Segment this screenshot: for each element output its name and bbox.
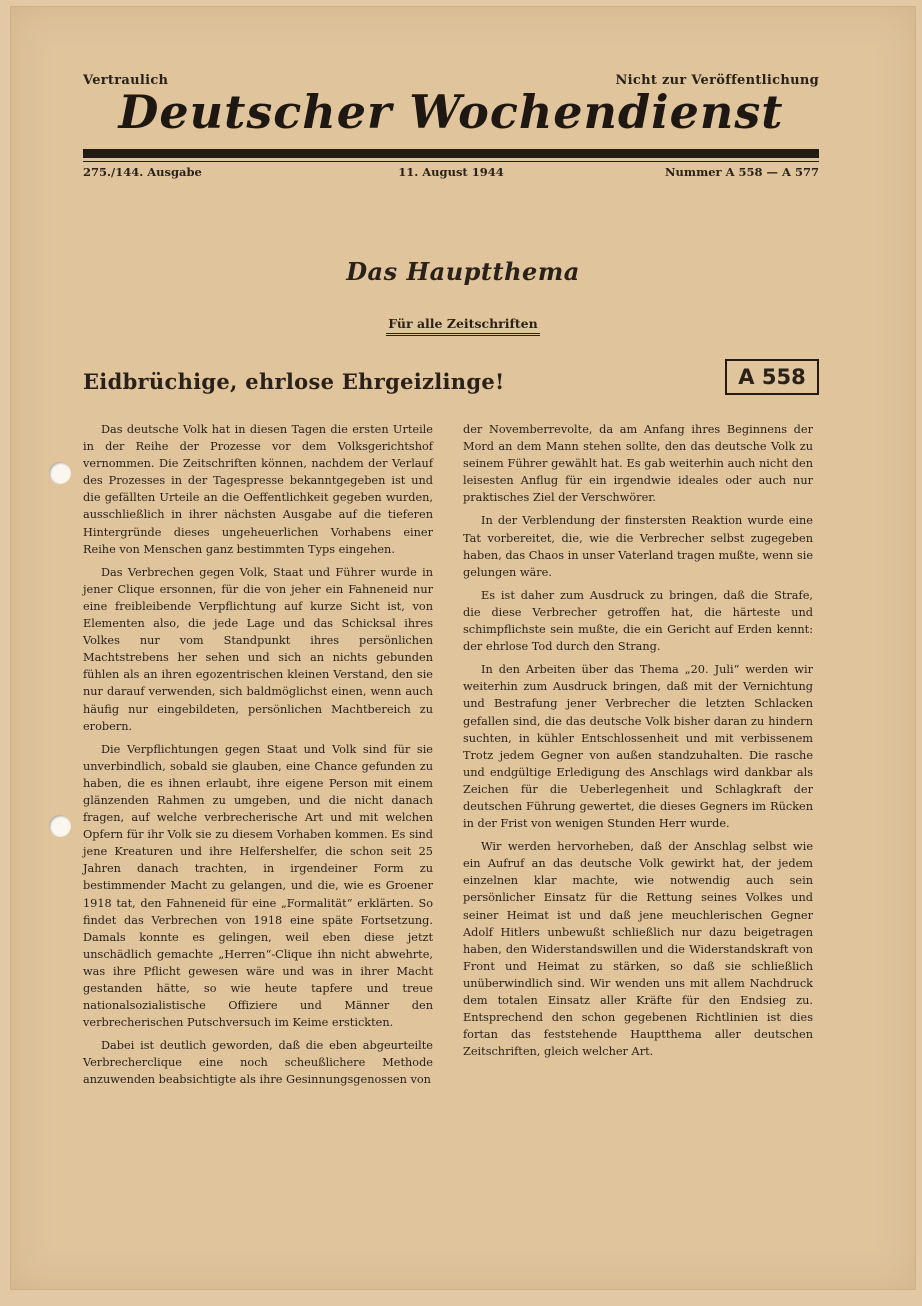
not-for-publication-label: Nicht zur Veröffentlichung [615,73,819,88]
paragraph: der Novemberrevolte, da am Anfang ihres Beginnens der Mord an dem Mann stehen sollte, den das deutsche Volk zu seinem Führer gewählt hat. Es gab weiterhin auch nicht den leisesten Anflug für ein irgendwie ideales oder auch nur praktisches Ziel der Verschwörer. [463,423,813,505]
article-column-left [83,421,433,1095]
paragraph: Das Verbrechen gegen Volk, Staat und Führer wurde in jener Clique ersonnen, für die von jeher ein Fahneneid nur eine freibleibende Verpflichtung auf kurze Sicht ist, von Elementen also, die jede Lage und das Schicksal ihres Volkes nur vom Standpunkt ihres persönlichen Machtstrebens her sehen und sich an nichts gebunden fühlen als an ihren egozentrischen kleinen Verstand, den sie nur darauf verwenden, sich baldmöglichst einen, wenn auch häufig nur eingebildeten, persönlichen Machtbereich zu erobern. [83,565,433,733]
section-subtitle-wrap [11,313,915,336]
issue-number: Nummer A 558 — A 577 [665,165,819,179]
paragraph: Dabei ist deutlich geworden, daß die eben abgeurteilte Verbrecherclique eine noch scheußlichere Methode anzuwenden beabsichtigte als ihre Gesinnungsgenossen von [83,1039,433,1087]
masthead-title: Deutscher Wochendienst [118,85,784,139]
punch-hole-lower [49,815,71,837]
masthead-rule-thin [83,161,819,162]
article-code-box: A 558 [725,359,819,395]
punch-hole-upper [49,462,71,484]
paragraph: Die Verpflichtungen gegen Staat und Volk sind für sie unverbindlich, sobald sie glauben, eine Chance gefunden zu haben, die es ihnen erlaubt, ihre eigene Person mit einem glänzenden Rahmen zu umgeben, und die nicht danach fragen, auf welche verbrecherische Art und mit welchen Opfern für ihr Volk sie zu diesem Vorhaben kommen. Es sind jene Kreaturen und ihre Helfershelfer, die schon seit 25 Jahren danach trachten, in irgendeiner Form zu bestimmender Macht zu gelangen, und die, wie es Groener 1918 tat, den Fahneneid für eine „Formalität“ erklärten. So findet das Verbrechen von 1918 eine späte Fortsetzung. Damals konnte es gelingen, weil eben diese jetzt unschädlich gemachte „Herren“-Clique ihn nicht abwehrte, was ihre Pflicht gewesen wäre und was in ihrer Macht gestanden hätte, so wie heute tapfere und treue nationalsozialistische Offiziere und Männer den verbrecherischen Putschversuch im Keime erstickten. [83,742,433,1030]
masthead-rule-thick [83,149,819,158]
section-title: Das Hauptthema [346,257,580,286]
confidential-label: Vertraulich [83,73,169,88]
paragraph: In der Verblendung der finstersten Reaktion wurde eine Tat vorbereitet, die, wie die Verbrecher selbst zugegeben haben, das Chaos in unser Vaterland tragen mußte, wenn sie gelungen wäre. [463,514,814,579]
edition-label: 275./144. Ausgabe [83,165,202,179]
article-column-right [463,421,813,1066]
article-headline: Eidbrüchige, ehrlose Ehrgeizlinge! [83,369,505,394]
paragraph: Es ist daher zum Ausdruck zu bringen, daß die Strafe, die diese Verbrecher getroffen hat, die härteste und schimpflichste sein mußte, die ein Gericht auf Erden kennt: der ehrlose Tod durch den Strang. [463,588,813,654]
paragraph: Das deutsche Volk hat in diesen Tagen die ersten Urteile in der Reihe der Prozesse vor dem Volksgerichtshof vernommen. Die Zeitschriften können, nachdem der Verlauf des Prozesses in der Tagespresse bekanntgegeben ist und die gefällten Urteile an die Oeffentlichkeit gegeben wurden, ausschließlich in ihrer nächsten Ausgabe auf die tieferen Hintergründe dieses ungeheuerlichen Vorhabens einer Reihe von Menschen ganz bestimmten Typs eingehen. [83,423,433,556]
paragraph: In den Arbeiten über das Thema „20. Juli“ werden wir weiterhin zum Ausdruck bringen, daß mit der Vernichtung und Bestrafung jener Verbrecher die letzten Schlacken gefallen sind, die das deutsche Volk bisher daran zu hindern suchten, in kühler Entschlossenheit und mit verbissenem Trotz jedem Gegner von außen standzuhalten. Die rasche und endgültige Erledigung des Anschlags wird dankbar als Zeichen für die Ueberlegenheit und Schlagkraft der deutschen Führung gewertet, die dieses Gegners im Rücken in der Frist von wenigen Stunden Herr wurde. [463,663,813,831]
issue-date: 11. August 1944 [398,165,504,179]
document-page [10,6,916,1290]
paragraph: Wir werden hervorheben, daß der Anschlag selbst wie ein Aufruf an das deutsche Volk gewirkt hat, der jedem einzelnen klar machte, wie notwendig auch sein persönlicher Einsatz für die Rettung seines Volkes und seiner Heimat ist und daß jene meuchlerischen Gegner Adolf Hitlers unbewußt schließlich nur dazu beigetragen haben, den Widerstandswillen und die Widerstandskraft von Front und Heimat zu stärken, so daß sie schließlich unüberwindlich sind. Wir wenden uns mit allem Nachdruck dem totalen Einsatz aller Kräfte für den Endsieg zu. Entsprechend den schon gegebenen Richtlinien ist dies fortan das feststehende Hauptthema aller deutschen Zeitschriften, gleich welcher Art. [463,840,813,1059]
section-subtitle: Für alle Zeitschriften [386,316,539,336]
